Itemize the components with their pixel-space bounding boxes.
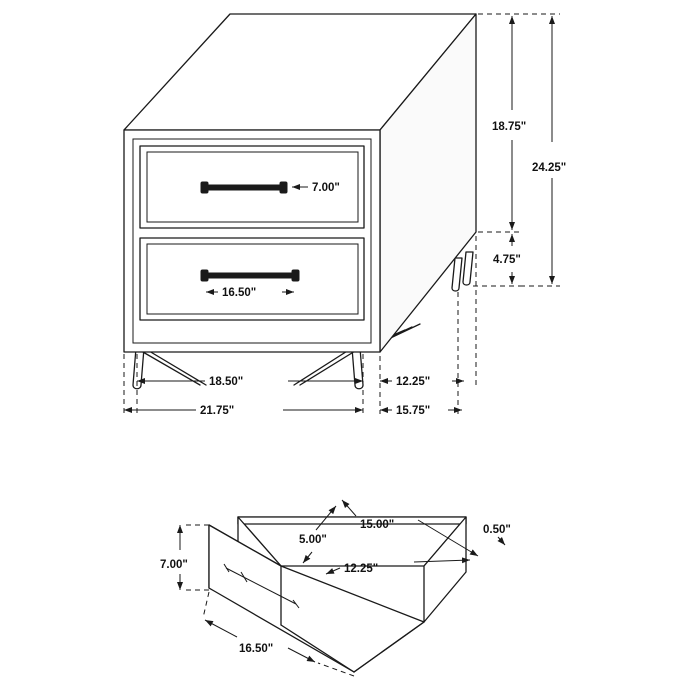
dim-label-24-25: 24.25" xyxy=(532,162,567,174)
dim-height-upper xyxy=(492,16,526,230)
dim-label-5-00: 5.00" xyxy=(299,534,327,546)
dim-label-12-25-drawer: 12.25" xyxy=(344,563,379,575)
dim-height-lower xyxy=(493,234,521,284)
dim-label-4-75: 4.75" xyxy=(493,254,521,266)
dim-label-12-25: 12.25" xyxy=(396,376,431,388)
dim-front-width-inner xyxy=(137,376,363,388)
dim-drawer-panel-thickness xyxy=(483,524,511,545)
dim-side-depth-inner xyxy=(380,376,464,388)
dim-label-16-50-drawer: 16.50" xyxy=(239,643,274,655)
nightstand-assembly-view xyxy=(124,14,566,417)
drawer-back-wall xyxy=(238,517,466,524)
dim-label-16-50-front: 16.50" xyxy=(222,287,257,299)
dim-overall-width xyxy=(124,405,363,417)
dim-label-21-75: 21.75" xyxy=(200,405,235,417)
dim-label-7-00-drawer: 7.00" xyxy=(160,559,188,571)
drawer-detail-view xyxy=(160,500,511,676)
dim-overall-depth xyxy=(380,405,462,417)
dim-drawer-height xyxy=(160,525,210,590)
dim-height-total xyxy=(532,16,566,284)
dim-label-15-00: 15.00" xyxy=(360,519,395,531)
dim-label-18-75: 18.75" xyxy=(492,121,527,133)
dim-label-15-75: 15.75" xyxy=(396,405,431,417)
dim-label-0-50: 0.50" xyxy=(483,524,511,536)
dim-label-7: 7.00" xyxy=(312,182,340,194)
dim-label-18-50: 18.50" xyxy=(209,376,244,388)
cabinet-front-face xyxy=(124,130,380,352)
